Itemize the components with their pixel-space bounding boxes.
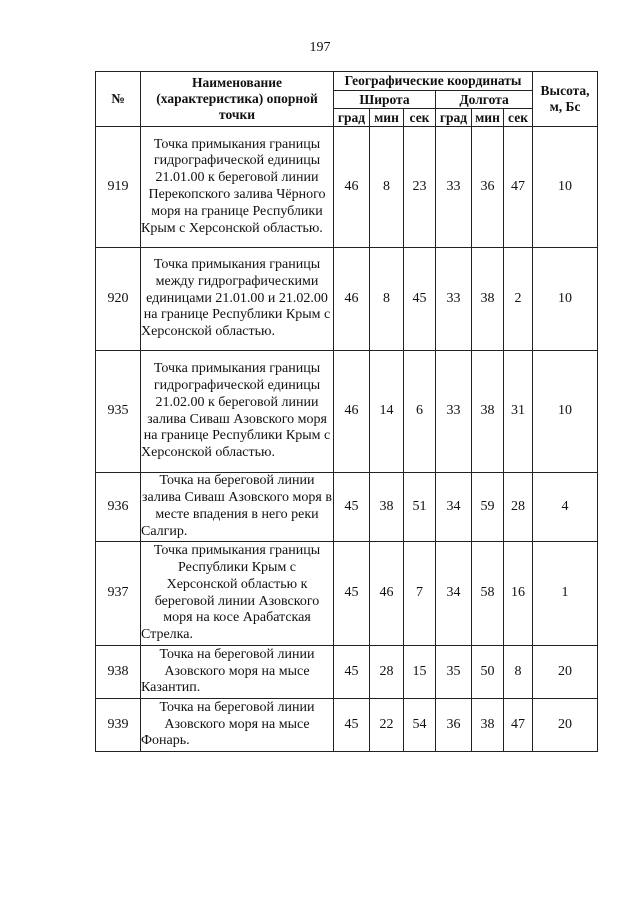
point-description: Точка примыкания границы гидрографической единицы 21.01.00 к береговой линии Перекопского залива Чёрного моря на границе Республики Крым с Херсонской областью. bbox=[141, 127, 334, 248]
lat-min: 28 bbox=[370, 646, 404, 699]
lat-sec: 15 bbox=[404, 646, 436, 699]
lon-min: 36 bbox=[472, 127, 504, 248]
point-description: Точка примыкания границы между гидрографическими единицами 21.01.00 и 21.02.00 на границе Республики Крым с Херсонской областью. bbox=[141, 248, 334, 351]
lat-min: 22 bbox=[370, 699, 404, 752]
height-value: 10 bbox=[533, 351, 598, 473]
lat-deg: 45 bbox=[334, 542, 370, 646]
point-description: Точка на береговой линии залива Сиваш Азовского моря в месте впадения в него реки Салгир. bbox=[141, 473, 334, 542]
lat-deg: 45 bbox=[334, 473, 370, 542]
lat-sec: 54 bbox=[404, 699, 436, 752]
height-value: 10 bbox=[533, 248, 598, 351]
header-unit-lat-min: мин bbox=[370, 109, 404, 127]
table-row bbox=[96, 248, 598, 351]
height-value: 20 bbox=[533, 699, 598, 752]
lon-deg: 34 bbox=[436, 473, 472, 542]
lat-min: 8 bbox=[370, 127, 404, 248]
table-row bbox=[96, 127, 598, 248]
point-description: Точка на береговой линии Азовского моря на мысе Фонарь. bbox=[141, 699, 334, 752]
point-number: 939 bbox=[96, 699, 141, 752]
header-longitude: Долгота bbox=[436, 91, 533, 109]
header-latitude: Широта bbox=[334, 91, 436, 109]
lat-sec: 6 bbox=[404, 351, 436, 473]
lat-deg: 45 bbox=[334, 699, 370, 752]
lon-deg: 36 bbox=[436, 699, 472, 752]
point-number: 919 bbox=[96, 127, 141, 248]
lat-sec: 7 bbox=[404, 542, 436, 646]
reference-points-table bbox=[95, 71, 598, 752]
lon-min: 38 bbox=[472, 248, 504, 351]
lon-sec: 47 bbox=[504, 699, 533, 752]
table-row bbox=[96, 351, 598, 473]
lat-deg: 45 bbox=[334, 646, 370, 699]
height-value: 4 bbox=[533, 473, 598, 542]
height-value: 10 bbox=[533, 127, 598, 248]
point-description: Точка примыкания границы гидрографической единицы 21.02.00 к береговой линии залива Сиваш Азовского моря на границе Республики Крым с Херсонской областью. bbox=[141, 351, 334, 473]
table-row bbox=[96, 646, 598, 699]
table-row bbox=[96, 699, 598, 752]
header-number: № bbox=[96, 72, 141, 127]
lat-min: 38 bbox=[370, 473, 404, 542]
lon-min: 38 bbox=[472, 699, 504, 752]
page-number: 197 bbox=[309, 40, 331, 55]
table-row bbox=[96, 473, 598, 542]
lat-min: 8 bbox=[370, 248, 404, 351]
point-number: 920 bbox=[96, 248, 141, 351]
lon-sec: 47 bbox=[504, 127, 533, 248]
lat-min: 14 bbox=[370, 351, 404, 473]
lat-deg: 46 bbox=[334, 127, 370, 248]
header-name: Наименование (характеристика) опорной точки bbox=[141, 72, 334, 127]
lon-sec: 28 bbox=[504, 473, 533, 542]
lon-deg: 33 bbox=[436, 248, 472, 351]
header-unit-lat-deg: град bbox=[334, 109, 370, 127]
header-unit-lon-deg: град bbox=[436, 109, 472, 127]
lon-sec: 16 bbox=[504, 542, 533, 646]
point-number: 937 bbox=[96, 542, 141, 646]
lat-deg: 46 bbox=[334, 351, 370, 473]
lon-deg: 33 bbox=[436, 351, 472, 473]
point-description: Точка на береговой линии Азовского моря на мысе Казантип. bbox=[141, 646, 334, 699]
lon-sec: 8 bbox=[504, 646, 533, 699]
lon-deg: 33 bbox=[436, 127, 472, 248]
lat-min: 46 bbox=[370, 542, 404, 646]
lon-sec: 31 bbox=[504, 351, 533, 473]
height-value: 20 bbox=[533, 646, 598, 699]
lon-min: 38 bbox=[472, 351, 504, 473]
lon-sec: 2 bbox=[504, 248, 533, 351]
table-row bbox=[96, 542, 598, 646]
point-description: Точка примыкания границы Республики Крым с Херсонской областью к береговой линии Азовского моря на косе Арабатская Стрелка. bbox=[141, 542, 334, 646]
lat-deg: 46 bbox=[334, 248, 370, 351]
lon-deg: 34 bbox=[436, 542, 472, 646]
header-unit-lon-sec: сек bbox=[504, 109, 533, 127]
header-unit-lat-sec: сек bbox=[404, 109, 436, 127]
header-geo-coordinates: Географические координаты bbox=[334, 72, 533, 91]
lat-sec: 51 bbox=[404, 473, 436, 542]
lon-min: 50 bbox=[472, 646, 504, 699]
lon-min: 58 bbox=[472, 542, 504, 646]
point-number: 935 bbox=[96, 351, 141, 473]
lat-sec: 45 bbox=[404, 248, 436, 351]
header-unit-lon-min: мин bbox=[472, 109, 504, 127]
height-value: 1 bbox=[533, 542, 598, 646]
point-number: 936 bbox=[96, 473, 141, 542]
lon-deg: 35 bbox=[436, 646, 472, 699]
lon-min: 59 bbox=[472, 473, 504, 542]
point-number: 938 bbox=[96, 646, 141, 699]
lat-sec: 23 bbox=[404, 127, 436, 248]
header-height: Высота, м, Бс bbox=[533, 72, 598, 127]
